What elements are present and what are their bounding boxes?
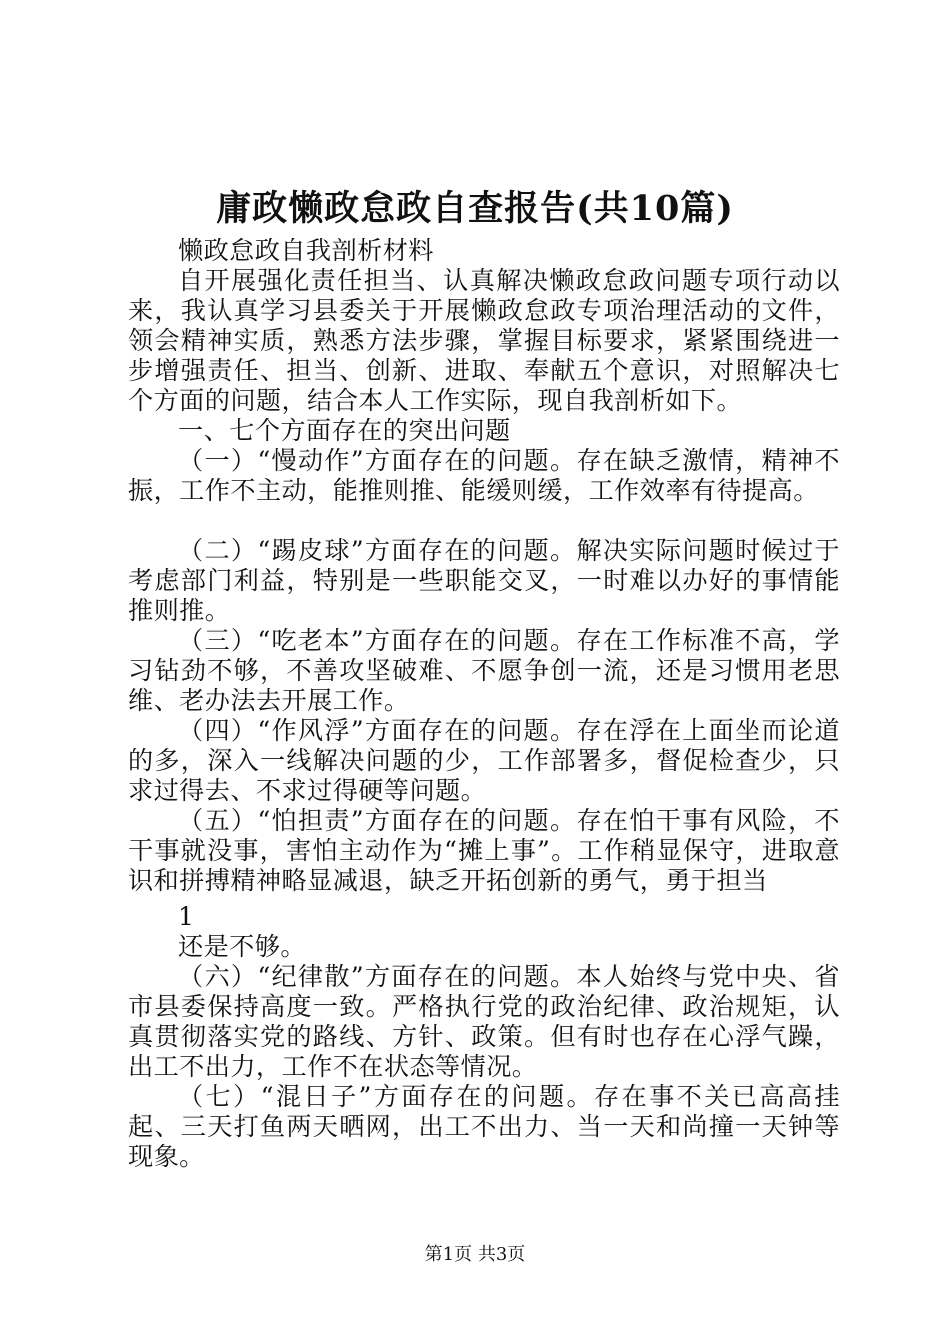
- intro-paragraph: 自开展强化责任担当、认真解决懒政怠政问题专项行动以来，我认真学习县委关于开展懒政怠政专项治理活动的文件，领会精神实质，熟悉方法步骤，掌握目标要求，紧紧围绕进一步增强责任、担当、创新、进取、奉献五个意识，对照解决七个方面的问题，结合本人工作实际，现自我剖析如下。: [128, 266, 840, 415]
- inline-page-marker: 1: [178, 902, 194, 931]
- issue-item-4: （四）“作风浮”方面存在的问题。存在浮在上面坐而论道的多，深入一线解决问题的少，工作部署多，督促检查少，只求过得去、不求过得硬等问题。: [128, 716, 840, 805]
- page-footer: 第1页 共3页: [424, 1244, 526, 1265]
- issue-item-3: （三）“吃老本”方面存在的问题。存在工作标准不高，学习钻劲不够，不善攻坚破难、不愿争创一流，还是习惯用老思维、老办法去开展工作。: [128, 626, 840, 715]
- document-title: 庸政懒政怠政自查报告(共10篇): [216, 188, 734, 229]
- document-body-part-2: [128, 932, 840, 1172]
- continuation-text: 还是不够。: [178, 932, 306, 961]
- paragraph-gap: [128, 506, 840, 536]
- issue-item-1: （一）“慢动作”方面存在的问题。存在缺乏激情，精神不振，工作不主动，能推则推、能缓则缓，工作效率有待提高。: [128, 446, 840, 505]
- issue-item-5: （五）“怕担责”方面存在的问题。存在怕干事有风险，不干事就没事，害怕主动作为“摊上事”。工作稍显保守，进取意识和拼搏精神略显减退，缺乏开拓创新的勇气，勇于担当: [128, 806, 840, 895]
- section-heading: 一、七个方面存在的突出问题: [178, 416, 511, 445]
- document-body-part-1: [128, 236, 840, 896]
- issue-item-7: （七）“混日子”方面存在的问题。存在事不关已高高挂起、三天打鱼两天晒网，出工不出力、当一天和尚撞一天钟等现象。: [128, 1082, 840, 1171]
- issue-item-2: （二）“踢皮球”方面存在的问题。解决实际问题时候过于考虑部门利益，特别是一些职能交叉，一时难以办好的事情能推则推。: [128, 536, 840, 625]
- document-subtitle: 懒政怠政自我剖析材料: [178, 236, 434, 265]
- issue-item-6: （六）“纪律散”方面存在的问题。本人始终与党中央、省市县委保持高度一致。严格执行党的政治纪律、政治规矩，认真贯彻落实党的路线、方针、政策。但有时也存在心浮气躁，出工不出力，工作不在状态等情况。: [128, 962, 840, 1081]
